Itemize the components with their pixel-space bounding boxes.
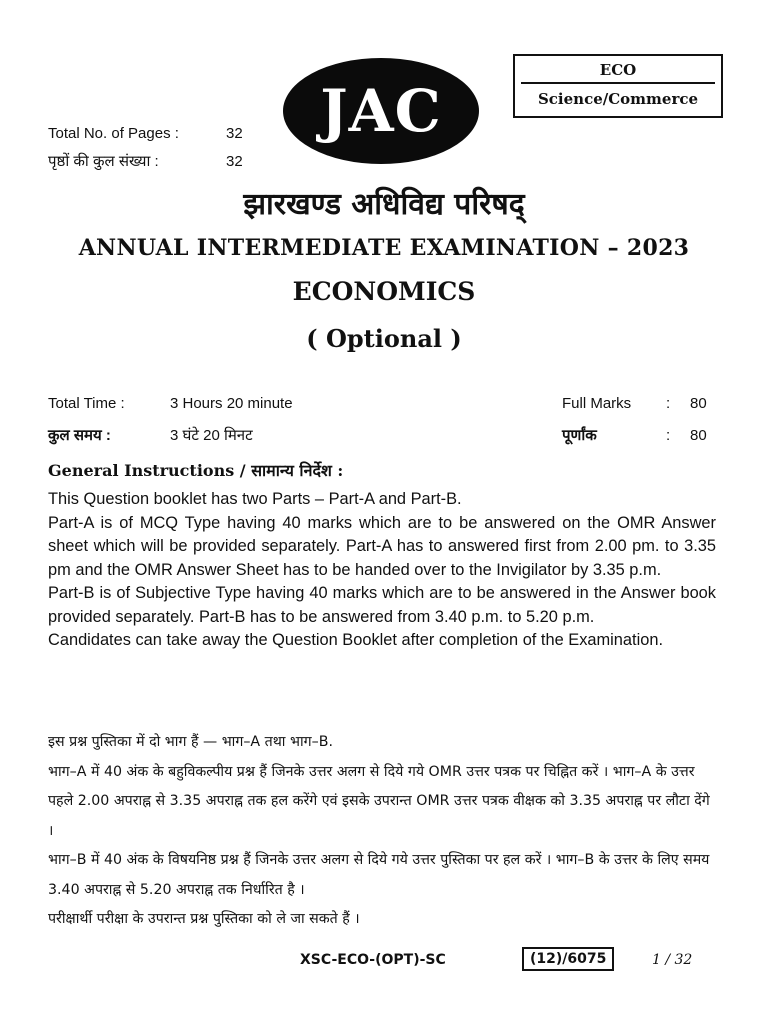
pages-hi-value: 32 <box>226 153 243 170</box>
pages-hi-label: पृष्ठों की कुल संख्या : <box>48 153 159 170</box>
marks-en-label: Full Marks <box>562 395 632 412</box>
marks-en-value: 80 <box>690 395 707 412</box>
council-name: झारखण्ड अधिविद्य परिषद् <box>243 187 525 222</box>
time-hi-label: कुल समय : <box>48 427 111 444</box>
set-code: (12)/6075 <box>522 947 614 971</box>
marks-hi-value: 80 <box>690 427 707 444</box>
instruction-en-4: Candidates can take away the Question Booklet after completion of the Examination. <box>48 631 664 649</box>
time-en-value: 3 Hours 20 minute <box>170 395 293 412</box>
instructions-hindi <box>48 728 718 935</box>
marks-hi-label: पूर्णांक <box>562 427 597 444</box>
stream: Science/Commerce <box>537 90 699 108</box>
instruction-en-3: Part-B is of Subjective Type having 40 marks which are to be answered in the Answer book provided separately. Part-B has to be answered from 3.40 p.m. to 5.20 p.m. <box>48 584 716 626</box>
time-en-label: Total Time : <box>48 395 125 412</box>
instruction-hi-2: भाग–A में 40 अंक के बहुविकल्पीय प्रश्न हैं जिनके उत्तर अलग से दिये गये OMR उत्तर पत्रक पर चिह्नित करें । भाग–A के उत्तर पहले 2.00 अपराह्न से 3.35 अपराह्न तक हल करेंगे एवं इसके उपरान्त OMR उत्तर पत्रक वीक्षक को 3.35 अपराह्न पर लौटा देंगे । <box>48 763 710 839</box>
pages-en-value: 32 <box>226 125 243 142</box>
exam-title: ANNUAL INTERMEDIATE EXAMINATION – 2023 <box>78 235 690 261</box>
instruction-hi-3: भाग–B में 40 अंक के विषयनिष्ठ प्रश्न हैं जिनके उत्तर अलग से दिये गये उत्तर पुस्तिका पर हल करें । भाग–B के उत्तर के लिए समय 3.40 अपराह्न से 5.20 अपराह्न तक निर्धारित है । <box>48 852 710 898</box>
subject-code: ECO <box>521 56 715 84</box>
pages-info <box>48 120 243 176</box>
page-number: 1 / 32 <box>652 952 693 968</box>
subject-title: ECONOMICS <box>292 277 476 306</box>
instruction-en-2: Part-A is of MCQ Type having 40 marks which are to be answered on the OMR Answer sheet which will be provided separately. Part-A has to answered first from 2.00 pm. to 3.35 pm and the OMR Answer Sheet has to be handed over to the Invigilator by 3.35 p.m. <box>48 513 716 579</box>
optional-label: ( Optional ) <box>306 324 462 353</box>
pages-en-label: Total No. of Pages : <box>48 125 179 142</box>
instructions-english <box>48 488 716 653</box>
instructions-heading: General Instructions / सामान्य निर्देश : <box>48 461 344 480</box>
paper-code: XSC-ECO-(OPT)-SC <box>300 952 446 968</box>
instruction-en-1: This Question booklet has two Parts – Part-A and Part-B. <box>48 490 462 508</box>
time-hi-value: 3 घंटे 20 मिनट <box>170 427 253 444</box>
subject-code-box <box>513 54 723 118</box>
jac-logo <box>283 58 479 164</box>
marks-hi-colon: : <box>666 427 671 444</box>
instruction-hi-1: इस प्रश्न पुस्तिका में दो भाग हैं — भाग–A तथा भाग–B. <box>48 734 333 750</box>
time-info <box>48 388 293 452</box>
marks-en-colon: : <box>666 395 671 412</box>
marks-info <box>562 388 707 452</box>
instruction-hi-4: परीक्षार्थी परीक्षा के उपरान्त प्रश्न पुस्तिका को ले जा सकते हैं । <box>48 911 360 927</box>
logo-text: JAC <box>320 77 442 145</box>
